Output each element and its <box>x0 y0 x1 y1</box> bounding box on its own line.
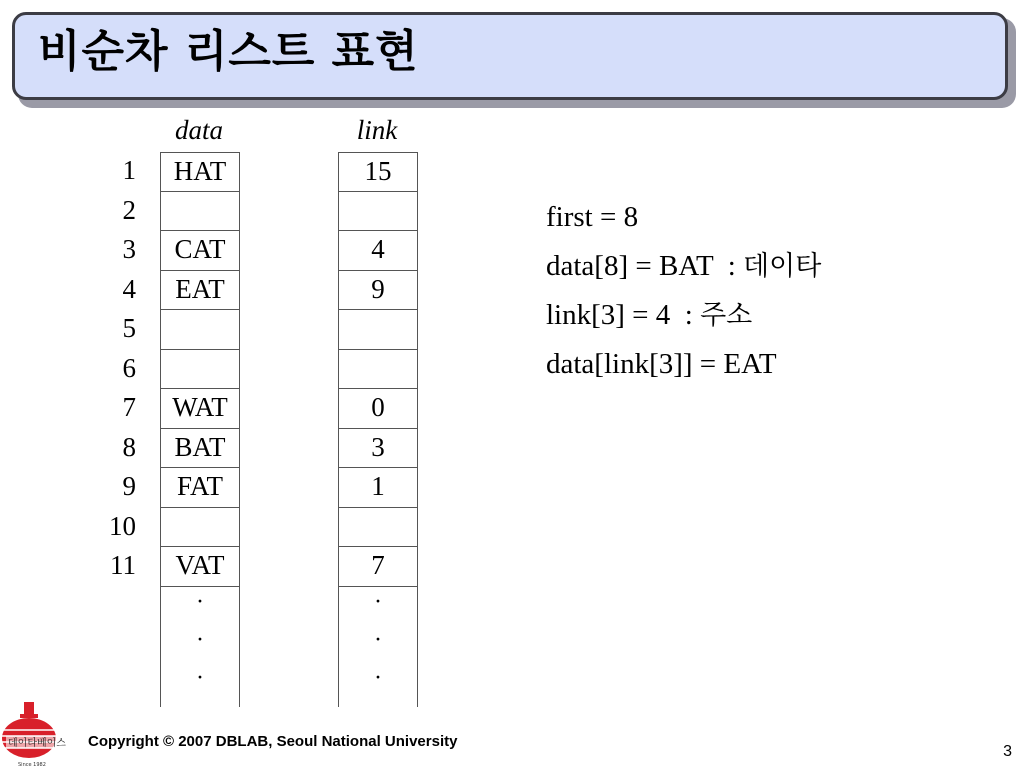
data-cell <box>161 310 239 350</box>
page-number: 3 <box>1003 743 1012 760</box>
link-example-line <box>546 297 752 334</box>
copyright-notice: Copyright © 2007 DBLAB, Seoul National University <box>88 733 458 750</box>
data-cell: WAT <box>161 389 239 429</box>
link-cell: 1 <box>339 468 417 508</box>
data-cell <box>161 508 239 548</box>
row-index: 1 <box>122 155 136 185</box>
row-index: 9 <box>122 471 136 501</box>
data-cell <box>161 192 239 232</box>
data-column <box>160 152 240 707</box>
first-pointer-line: first = 8 <box>546 201 639 233</box>
row-index: 5 <box>122 313 136 343</box>
data-cell <box>161 350 239 390</box>
data-example-note: 데이타 <box>743 251 822 282</box>
row-index: 3 <box>122 234 136 264</box>
continuation-dot: · <box>374 589 382 615</box>
data-cell: VAT <box>161 547 239 587</box>
continuation-dot: · <box>374 627 382 653</box>
link-example-note: 주소 <box>700 300 753 331</box>
continuation-dot: · <box>374 665 382 691</box>
link-column-header: link <box>356 115 398 145</box>
dblab-logo-icon <box>0 700 78 768</box>
data-example-line <box>546 248 821 285</box>
data-cell: FAT <box>161 468 239 508</box>
link-cell: 4 <box>339 231 417 271</box>
link-cell: 7 <box>339 547 417 587</box>
link-cell <box>339 350 417 390</box>
link-cell <box>339 508 417 548</box>
row-index: 2 <box>122 194 136 225</box>
row-index: 7 <box>122 392 136 422</box>
row-index: 10 <box>109 510 136 541</box>
link-example-code: link[3] = 4 : <box>546 299 701 331</box>
data-cell: CAT <box>161 231 239 271</box>
data-cell: BAT <box>161 429 239 469</box>
link-cell: 0 <box>339 389 417 429</box>
data-cell: HAT <box>161 152 239 192</box>
row-index: 11 <box>110 550 136 580</box>
row-index: 4 <box>122 273 136 304</box>
data-cell: EAT <box>161 271 239 311</box>
link-cell: 9 <box>339 271 417 311</box>
link-cell: 3 <box>339 429 417 469</box>
page-title: 비순차 리스트 표현 <box>38 26 419 77</box>
link-cell <box>339 310 417 350</box>
nested-example-line: data[link[3]] = EAT <box>546 348 777 380</box>
row-index: 8 <box>122 431 136 462</box>
continuation-dot: · <box>196 665 204 691</box>
continuation-dot: · <box>196 627 204 653</box>
row-index: 6 <box>122 352 136 383</box>
continuation-dot: · <box>196 589 204 615</box>
data-column-header: data <box>174 115 223 145</box>
logo-wordmark: 데이타베이스 <box>8 738 66 749</box>
data-example-code: data[8] = BAT : <box>546 250 744 282</box>
link-cell <box>339 192 417 232</box>
logo-since: Since 1982 <box>18 762 46 768</box>
link-column <box>338 152 418 707</box>
link-cell: 15 <box>339 152 417 192</box>
